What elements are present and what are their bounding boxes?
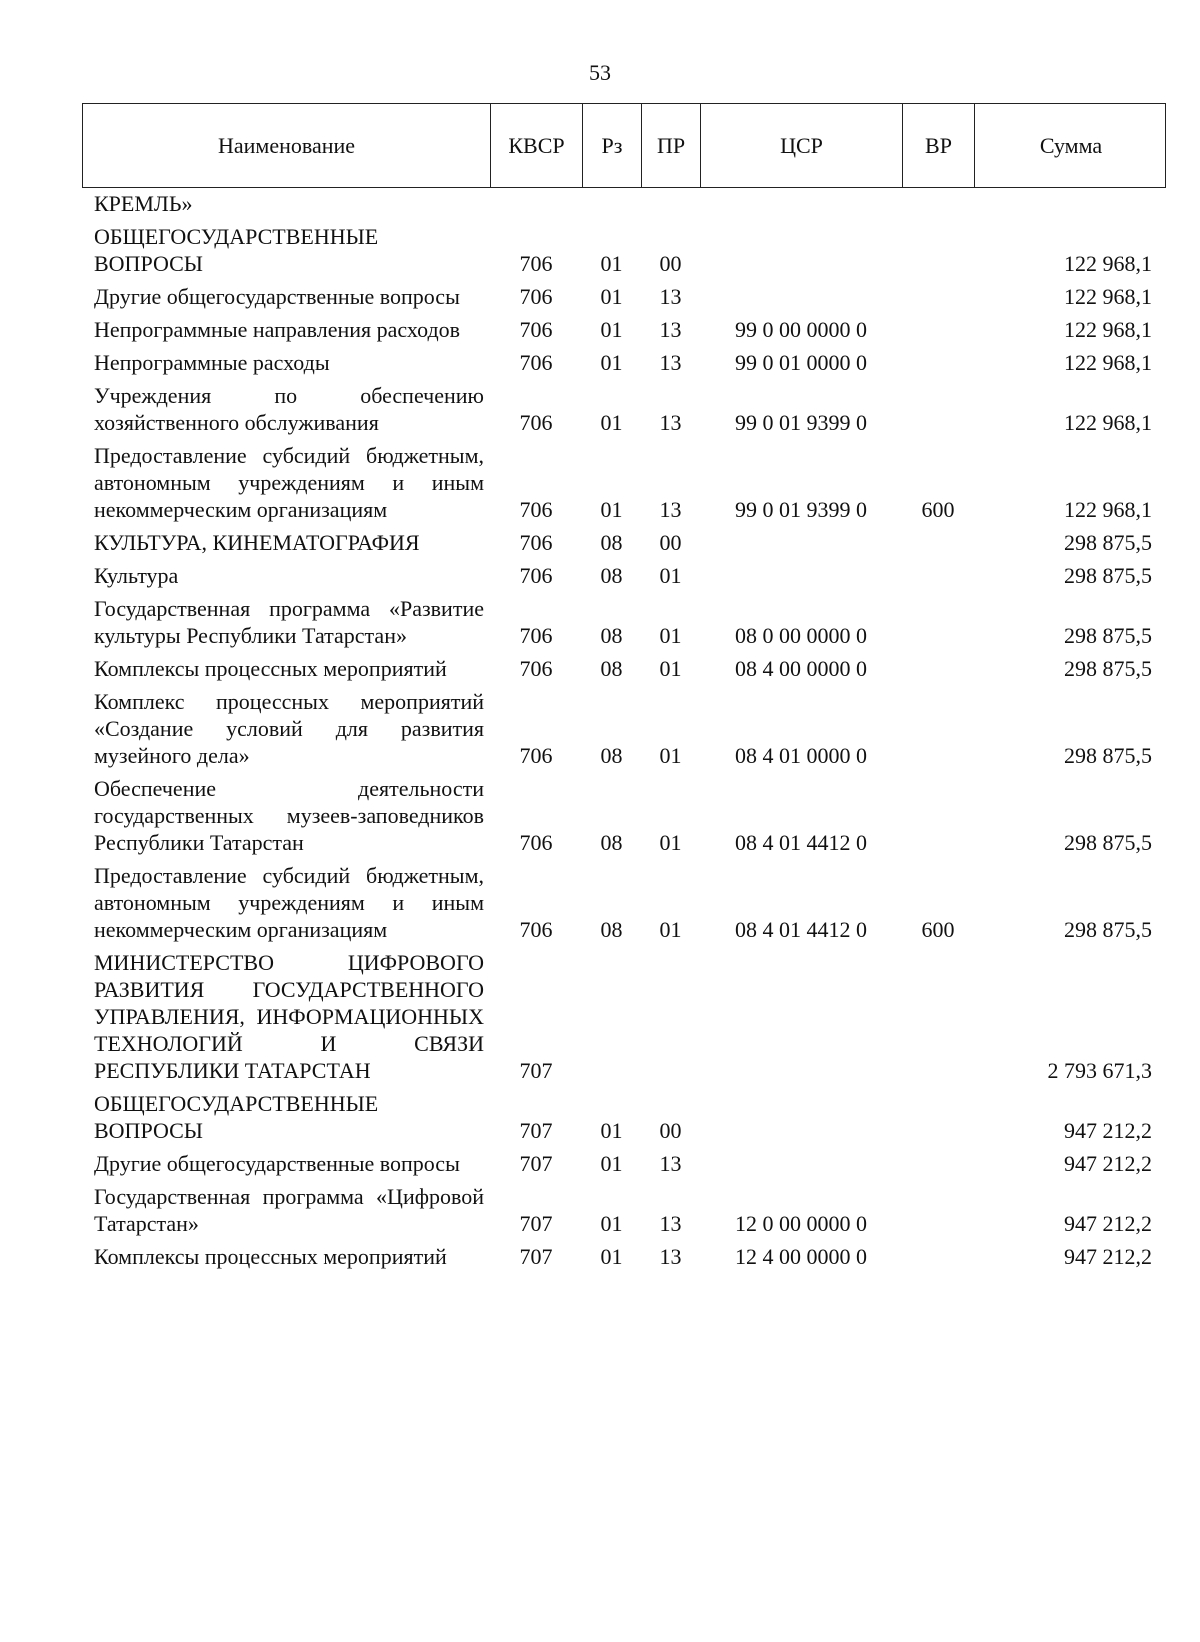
cell-rz: 01: [600, 1151, 623, 1176]
cell-csr: 12 4 00 0000 0: [735, 1244, 867, 1269]
cell-csr: 99 0 01 9399 0: [735, 410, 867, 435]
cell-kvsr: 706: [519, 251, 553, 276]
cell-name: Государственная программа «Развитие культуры Республики Татарстан»: [94, 596, 484, 648]
cell-pr: 00: [659, 1118, 682, 1143]
cell-kvsr: 707: [519, 1151, 553, 1176]
cell-rz: 01: [600, 1211, 623, 1236]
cell-pr: 13: [659, 317, 682, 342]
cell-sum: 298 875,5: [1064, 623, 1152, 648]
cell-name: КРЕМЛЬ»: [94, 191, 193, 216]
table-header: [82, 103, 1166, 188]
cell-pr: 13: [659, 1211, 682, 1236]
cell-sum: 298 875,5: [1064, 656, 1152, 681]
cell-vr: 600: [921, 917, 955, 942]
cell-name: КУЛЬТУРА, КИНЕМАТОГРАФИЯ: [94, 530, 420, 555]
table-row: [82, 316, 1166, 343]
cell-name: Комплексы процессных мероприятий: [94, 656, 447, 681]
table-row: [82, 562, 1166, 589]
header-pr: ПР: [642, 104, 701, 187]
table-row: [82, 190, 1166, 217]
cell-rz: 01: [600, 497, 623, 522]
cell-name: МИНИСТЕРСТВО ЦИФРОВОГО РАЗВИТИЯ ГОСУДАРСТВЕННОГО УПРАВЛЕНИЯ, ИНФОРМАЦИОННЫХ ТЕХНОЛОГИЙ И СВЯЗИ РЕСПУБЛИКИ ТАТАРСТАН: [94, 950, 484, 1083]
cell-rz: 01: [600, 1118, 623, 1143]
cell-kvsr: 706: [519, 497, 553, 522]
cell-pr: 01: [659, 917, 682, 942]
cell-kvsr: 706: [519, 284, 553, 309]
table-row: [82, 1183, 1166, 1237]
cell-pr: 01: [659, 563, 682, 588]
cell-kvsr: 707: [519, 1211, 553, 1236]
cell-pr: 13: [659, 1151, 682, 1176]
cell-pr: 01: [659, 623, 682, 648]
cell-pr: 13: [659, 284, 682, 309]
cell-name: Культура: [94, 563, 179, 588]
cell-name: Учреждения по обеспечению хозяйственного обслуживания: [94, 383, 484, 435]
cell-kvsr: 706: [519, 410, 553, 435]
cell-name: Непрограммные направления расходов: [94, 317, 461, 342]
cell-csr: 99 0 01 0000 0: [735, 350, 867, 375]
cell-pr: 00: [659, 251, 682, 276]
cell-csr: 08 4 00 0000 0: [735, 656, 867, 681]
cell-name: ОБЩЕГОСУДАРСТВЕННЫЕ ВОПРОСЫ: [94, 1091, 379, 1143]
cell-sum: 298 875,5: [1064, 743, 1152, 768]
cell-kvsr: 707: [519, 1118, 553, 1143]
cell-name: Непрограммные расходы: [94, 350, 330, 375]
cell-rz: 01: [600, 251, 623, 276]
cell-sum: 122 968,1: [1064, 251, 1152, 276]
cell-kvsr: 707: [519, 1058, 553, 1083]
cell-csr: 08 4 01 4412 0: [735, 830, 867, 855]
cell-csr: 08 4 01 4412 0: [735, 917, 867, 942]
header-vr: ВР: [903, 104, 975, 187]
cell-name: Другие общегосударственные вопросы: [94, 284, 460, 309]
cell-sum: 298 875,5: [1064, 917, 1152, 942]
cell-name: Государственная программа «Цифровой Татарстан»: [94, 1184, 484, 1236]
cell-rz: 08: [600, 530, 623, 555]
table-row: [82, 655, 1166, 682]
cell-sum: 122 968,1: [1064, 317, 1152, 342]
cell-csr: 08 4 01 0000 0: [735, 743, 867, 768]
cell-pr: 13: [659, 1244, 682, 1269]
cell-rz: 01: [600, 317, 623, 342]
page-number: 53: [589, 60, 611, 85]
cell-sum: 947 212,2: [1064, 1151, 1152, 1176]
table-row: [82, 949, 1166, 1084]
cell-rz: 08: [600, 623, 623, 648]
cell-sum: 947 212,2: [1064, 1118, 1152, 1143]
header-rz: Рз: [583, 104, 642, 187]
cell-name: Другие общегосударственные вопросы: [94, 1151, 460, 1176]
table-row: [82, 442, 1166, 523]
cell-rz: 01: [600, 1244, 623, 1269]
cell-rz: 08: [600, 917, 623, 942]
cell-sum: 947 212,2: [1064, 1244, 1152, 1269]
cell-pr: 01: [659, 743, 682, 768]
cell-csr: 08 0 00 0000 0: [735, 623, 867, 648]
cell-rz: 08: [600, 656, 623, 681]
cell-name: Предоставление субсидий бюджетным, автономным учреждениям и иным некоммерческим организациям: [94, 443, 484, 522]
cell-rz: 08: [600, 563, 623, 588]
cell-pr: 13: [659, 410, 682, 435]
cell-kvsr: 706: [519, 623, 553, 648]
cell-rz: 08: [600, 830, 623, 855]
cell-pr: 01: [659, 656, 682, 681]
cell-kvsr: 706: [519, 830, 553, 855]
cell-pr: 13: [659, 497, 682, 522]
table-row: [82, 283, 1166, 310]
cell-sum: 122 968,1: [1064, 350, 1152, 375]
table-row: [82, 775, 1166, 856]
header-name: Наименование: [83, 104, 491, 187]
cell-csr: 99 0 00 0000 0: [735, 317, 867, 342]
cell-pr: 13: [659, 350, 682, 375]
cell-rz: 01: [600, 410, 623, 435]
cell-sum: 298 875,5: [1064, 563, 1152, 588]
header-csr: ЦСР: [701, 104, 903, 187]
cell-kvsr: 707: [519, 1244, 553, 1269]
table-row: [82, 349, 1166, 376]
cell-kvsr: 706: [519, 530, 553, 555]
cell-name: Обеспечение деятельности государственных музеев-заповедников Республики Татарстан: [94, 776, 484, 855]
table-row: [82, 1150, 1166, 1177]
table-row: [82, 1090, 1166, 1144]
cell-csr: 12 0 00 0000 0: [735, 1211, 867, 1236]
cell-pr: 01: [659, 830, 682, 855]
header-kvsr: КВСР: [491, 104, 583, 187]
cell-sum: 947 212,2: [1064, 1211, 1152, 1236]
cell-sum: 122 968,1: [1064, 284, 1152, 309]
table-body: [82, 190, 1166, 1276]
cell-sum: 298 875,5: [1064, 830, 1152, 855]
cell-kvsr: 706: [519, 317, 553, 342]
cell-kvsr: 706: [519, 917, 553, 942]
cell-sum: 2 793 671,3: [1047, 1058, 1152, 1083]
cell-name: ОБЩЕГОСУДАРСТВЕННЫЕ ВОПРОСЫ: [94, 224, 379, 276]
cell-rz: 08: [600, 743, 623, 768]
cell-vr: 600: [921, 497, 955, 522]
cell-csr: 99 0 01 9399 0: [735, 497, 867, 522]
header-sum: Сумма: [1039, 132, 1103, 158]
cell-kvsr: 706: [519, 350, 553, 375]
table-row: [82, 529, 1166, 556]
table-row: [82, 862, 1166, 943]
cell-name: Комплекс процессных мероприятий «Создание условий для развития музейного дела»: [94, 689, 484, 768]
cell-sum: 122 968,1: [1064, 410, 1152, 435]
cell-pr: 00: [659, 530, 682, 555]
cell-rz: 01: [600, 350, 623, 375]
cell-sum: 298 875,5: [1064, 530, 1152, 555]
cell-kvsr: 706: [519, 563, 553, 588]
table-row: [82, 223, 1166, 277]
cell-kvsr: 706: [519, 743, 553, 768]
cell-name: Предоставление субсидий бюджетным, автономным учреждениям и иным некоммерческим организациям: [94, 863, 484, 942]
table-row: [82, 382, 1166, 436]
table-row: [82, 595, 1166, 649]
cell-sum: 122 968,1: [1064, 497, 1152, 522]
cell-name: Комплексы процессных мероприятий: [94, 1244, 447, 1269]
table-row: [82, 688, 1166, 769]
cell-rz: 01: [600, 284, 623, 309]
cell-kvsr: 706: [519, 656, 553, 681]
table-row: [82, 1243, 1166, 1270]
